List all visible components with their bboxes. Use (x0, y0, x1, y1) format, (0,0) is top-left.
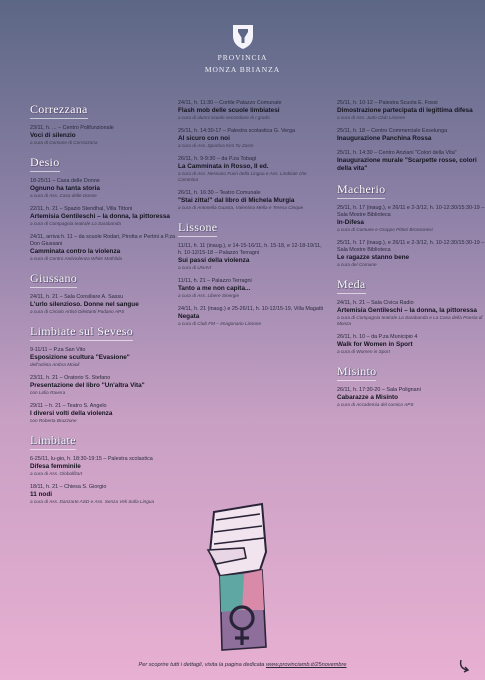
event-title: Cabarazze a Misinto (337, 394, 399, 401)
event-title: Artemisia Gentileschi – la donna, la pittoressa (30, 213, 170, 220)
event-item (178, 306, 326, 327)
event-when: 6-25/11, lu-gio, h. 18:30-19:15 – Palestra scolastica (30, 456, 153, 462)
footer-text: Per scoprire tutti i dettagli, visita la pagina dedicata (138, 662, 265, 668)
event-organizer: a cura di UNAVI (178, 265, 212, 270)
event-when: 26/11, h. 16:30 – Teatro Comunale (178, 190, 261, 196)
event-item (337, 150, 485, 173)
event-organizer: a cura di Antonella Guasta, Valentina Mella e Teresa Cinque (178, 205, 304, 210)
event-title: Al sicuro con noi (178, 135, 230, 142)
section-title: Desio (30, 155, 60, 172)
event-organizer: a cura del Comune (337, 262, 377, 267)
event-title: La Camminata in Rosso, II ed. (178, 163, 269, 170)
column-middle (178, 100, 326, 334)
event-when: 11/11, h. 21 – Palazzo Terragni (178, 278, 252, 284)
event-item (30, 375, 178, 396)
event-item (337, 387, 485, 408)
event-item (337, 240, 485, 268)
event-title: Walk for Women in Sport (337, 341, 413, 348)
event-item (30, 456, 178, 477)
event-when: 18-25/11 – Casa delle Donne (30, 178, 100, 184)
event-organizer: a cura di Centro Antiviolenza White Mathilda (30, 256, 123, 261)
event-item (337, 334, 485, 355)
event-item (178, 190, 326, 211)
event-title: Sui passi della violenza (178, 257, 250, 264)
section-title: Correzzana (30, 102, 88, 119)
event-title: In-Difesa (337, 219, 364, 226)
event-when: 24/11, h. 21 (inaug.) e 25-26/11, h. 10-12/15-19, Villa Magatti (178, 306, 324, 312)
event-organizer: a cura di Accademia del comico APS (337, 402, 414, 407)
event-organizer: a cura di Ass. Nessuno Fuori della Lingua e Ass. Limbiate che Cammina (178, 171, 307, 182)
event-organizer: a cura di Ass. Judo Club Lissone (337, 115, 406, 120)
event-title: Artemisia Gentileschi – la donna, la pittoressa (337, 307, 477, 314)
event-item (337, 128, 485, 143)
event-when: 23/11, h. ... – Centro Polifunzionale (30, 125, 114, 131)
event-organizer: a cura di Women in Sport (337, 349, 390, 354)
event-organizer: a cura di Ass. Globalfitart (30, 471, 83, 476)
event-organizer: a cura di Comune di Correzzana (30, 140, 98, 145)
event-when: 25/11, h. 17 (inaug.), e 26/11 e 2-3/12, h. 10-12:30/15:30-19 – Sala Mostre Biblioteca (337, 240, 485, 253)
event-when: 26/11, h. 9-9:30 – da P.za Tobagi (178, 156, 257, 162)
event-when: 24/11, h. 21 – Sala Civica Radio (337, 300, 414, 306)
curved-arrow-icon[interactable] (457, 658, 473, 674)
section-title: Macherio (337, 182, 385, 199)
event-item (178, 128, 326, 149)
event-item (178, 100, 326, 121)
event-title: Le ragazze stanno bene (337, 254, 410, 261)
column-left (30, 100, 178, 512)
event-item (337, 300, 485, 327)
event-when: 29/11 – h. 21 – Teatro S. Angelo (30, 403, 107, 409)
event-item (30, 178, 178, 199)
event-item (30, 347, 178, 368)
event-title: Difesa femminile (30, 463, 81, 470)
event-organizer: a cura di Club FM – Imagonario Lissone (178, 321, 262, 326)
event-organizer: con Roberta Bruzzone (30, 418, 77, 423)
event-item (178, 278, 326, 299)
event-when: 9-11/11 – P.za San Vito (30, 347, 86, 353)
org-name-line2: MONZA BRIANZA (204, 65, 281, 74)
column-right (337, 100, 485, 415)
event-when: 22/11, h. 21 – Spazio Stendhal, Villa Tittoni (30, 206, 133, 212)
event-title: Camminata contro la violenza (30, 248, 121, 255)
event-title: I diversi volti della violenza (30, 410, 113, 417)
event-item (30, 484, 178, 505)
event-title: Flash mob delle scuole limbiatesi (178, 107, 280, 114)
event-organizer: a cura di Compagnia teatrale La Sarabanda (30, 221, 121, 226)
header-logo (0, 22, 485, 74)
event-title: 11 nodi (30, 491, 53, 498)
event-organizer: dell'artista Ambra Moioli (30, 362, 80, 367)
event-title: L'urlo silenzioso. Donne nel sangue (30, 301, 139, 308)
event-when: 25/11, h. 14:30 – Centro Anziani "Colori della Vita" (337, 150, 457, 156)
province-shield-icon (230, 22, 256, 50)
event-item (30, 294, 178, 315)
event-title: Esposizione scultura "Evasione" (30, 354, 130, 361)
event-item (178, 156, 326, 183)
event-title: Voci di silenzio (30, 132, 76, 139)
event-organizer: a cura di Circolo Artisti Dilettanti Padano APS (30, 309, 125, 314)
event-title: Dimostrazione partecipata di legittima difesa (337, 107, 473, 114)
event-when: 24/11, h. 21 – Sala Consiliare A. Sassu (30, 294, 124, 300)
event-title: Inaugurazione Panchina Rossa (337, 135, 432, 142)
event-organizer: a cura di Compagnia teatrale La Sarabanda e La Casa della Poesia di Monza (337, 315, 483, 326)
event-title: Presentazione del libro "Un'altra Vita" (30, 382, 145, 389)
event-title: "Stai zitta!" dal libro di Michela Murgia (178, 197, 295, 204)
event-when: 26/11, h. 17:30-20 – Sala Polignani (337, 387, 421, 393)
event-when: 25/11, h. 14:30-17 – Palestra scolastica G. Verga (178, 128, 296, 134)
event-title: Tanto a me non capita... (178, 285, 251, 292)
event-when: 18/11, h. 21 – Chiesa S. Giorgio (30, 484, 107, 490)
event-when: 26/11, h. 10 – da P.za Municipio 4 (337, 334, 418, 340)
footer (0, 662, 485, 668)
event-organizer: a cura di Comune e Gruppo Pittori Brossonesi (337, 227, 433, 232)
event-title: Negata (178, 313, 200, 320)
event-item (30, 125, 178, 146)
section-title: Misinto (337, 364, 376, 381)
event-item (337, 205, 485, 233)
event-when: 23/11, h. 21 – Oratorio S. Stefano (30, 375, 111, 381)
event-when: 24/11, arriva h. 11 – da scuole Rodari, Pirotta e Pertini a P.za Don Giussani (30, 234, 176, 247)
event-item (30, 234, 178, 262)
event-item (337, 100, 485, 121)
section-title: Meda (337, 277, 366, 294)
event-when: 11/11, h. 11 (inaug.), e 14-15-16/11, h. 15-18, e 12-18-19/11, h. 10-12/15-18 – Palazzo Terragni (178, 243, 322, 256)
event-organizer: a cura di alunni scuole secondarie di I grado (178, 115, 270, 120)
event-when: 25/11, h. 18 – Centro Commerciale Esselunga (337, 128, 448, 134)
event-organizer: a cura di Ass. Sportiva Kim Tu Zasm (178, 143, 254, 148)
event-organizer: con Lidia Ravera (30, 390, 66, 395)
event-item (178, 243, 326, 271)
footer-link[interactable]: www.provinciamb.it/25novembre (265, 662, 347, 668)
org-name-line1: PROVINCIA (217, 53, 268, 62)
section-title: Limbiate (30, 433, 76, 450)
event-organizer: a cura di Ass. Libere Sinergie (178, 293, 240, 298)
section-title: Limbiate sul Seveso (30, 324, 133, 341)
event-when: 25/11, h. 10-12 – Palestra Scuola E. Fossi (337, 100, 438, 106)
section-title: Lissone (178, 220, 217, 237)
event-title: Inaugurazione murale "Scarpette rosse, colori della vita" (337, 157, 477, 172)
event-item (30, 403, 178, 424)
event-organizer: a cura di Ass. Danzarte ASD e Ass. Senza Veli Sulla Lingua (30, 499, 155, 504)
raised-fist-venus-icon (192, 492, 284, 652)
event-when: 25/11, h. 17 (inaug.), e 26/11 e 2-3/12, h. 10-12:30/15:30-19 – Sala Mostre Biblioteca (337, 205, 485, 218)
event-title: Ognuno ha tanta storia (30, 185, 100, 192)
event-item (30, 206, 178, 227)
event-when: 24/11, h. 11:30 – Cortile Palazzo Comunale (178, 100, 282, 106)
section-title: Giussano (30, 271, 77, 288)
event-organizer: a cura di Ass. Casa delle Donne (30, 193, 97, 198)
